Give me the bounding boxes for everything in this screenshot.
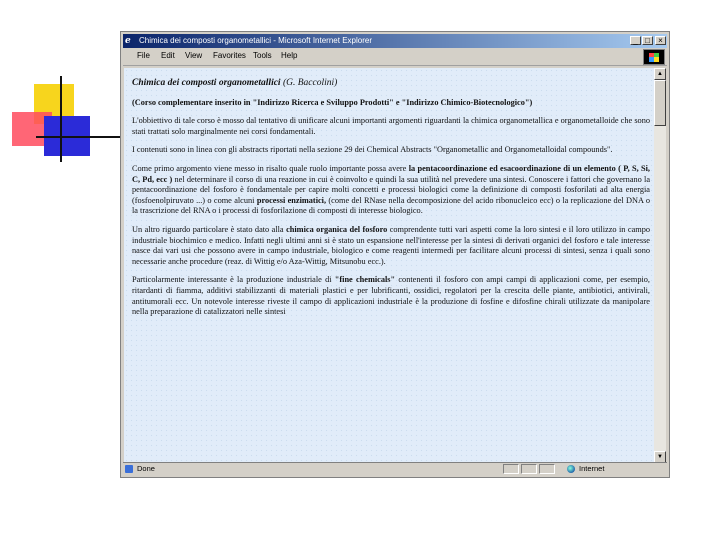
paragraph-4 <box>132 225 650 267</box>
p5-text-b: contenenti il fosforo con ampi campi di applicazioni come, per esempio, ritardanti di fiamma, additivi stabilizzanti di materiali plastici e per lubrificanti, ossidici, regolatori per la crescita delle piante, antibiotici, antivirali, antitumorali ecc. Un notevole interesse riveste il campo di applicazioni industriale è la produzione di fosfine e difosfine chirali utilizzate da manipolare nella preparazione di catalizzatori nelle sintesi <box>132 275 650 317</box>
slide-decoration <box>0 0 130 170</box>
p4-bold: chimica organica del fosforo <box>286 224 388 234</box>
scroll-up-arrow-icon[interactable]: ▲ <box>654 68 666 80</box>
p5-text-a: Particolarmente interessante è la produzione industriale di <box>132 275 332 285</box>
windows-logo-icon <box>643 49 665 65</box>
p5-bold: "fine chemicals" <box>334 275 396 285</box>
document-body <box>132 78 650 326</box>
page-heading <box>132 78 650 89</box>
decoration-vertical-line <box>60 76 62 162</box>
window-title: Chimica dei composti organometallici - Microsoft Internet Explorer <box>139 36 372 45</box>
menu-file[interactable]: File <box>137 51 150 60</box>
p3-text-c: (come del RNase nella decomposizione del acido ribonucleico ecc) o la replicazione del DNA o la trascrizione del RNA o i processi di fosforilazione di composti di interesse biologico. <box>132 195 651 216</box>
scrollbar-thumb[interactable] <box>654 80 666 126</box>
vertical-scrollbar[interactable] <box>654 68 666 463</box>
paragraph-5 <box>132 275 650 317</box>
status-text: Done <box>137 464 155 473</box>
paragraph-1: L'obbiettivo di tale corso è mosso dal tentativo di unificare alcuni importanti argomenti riguardanti la chimica organometallica e organometalloide che sono stati trattati solo marginalmente nei corsi fondamentali. <box>132 116 650 136</box>
p3-bold-a: la pentacoordinazione ed esacoordinazione di un elemento ( P, S, Si, C, Pd, ecc ) <box>132 163 650 184</box>
decoration-horizontal-line <box>36 136 122 138</box>
maximize-button[interactable]: □ <box>642 36 653 45</box>
heading-author: (G. Baccolini) <box>282 78 338 88</box>
minimize-button[interactable]: _ <box>630 36 641 45</box>
p3-text-b: nel determinare il corso di una reazione in cui è coinvolto e quindi la sua utilità nel prevedere una sintesi. Conoscere i fattori che governano la pentacoordinazione del fosforo è fondamentale per capire molti concetti e processi biologici come la definizione di composti fosforilati ad alta energia (fosfoenolpiruvato ...) o come alcuni <box>132 174 651 205</box>
page-done-icon <box>125 465 133 473</box>
browser-window <box>120 31 670 478</box>
internet-explorer-icon: e <box>125 36 131 46</box>
paragraph-2: I contenuti sono in linea con gli abstracts riportati nella sezione 29 dei Chemical Abstracts "Organometallic and Organometalloidal compounds". <box>132 145 613 155</box>
menu-help[interactable]: Help <box>281 51 298 60</box>
status-cell <box>539 464 555 474</box>
security-zone-label: Internet <box>579 464 605 473</box>
menu-favorites[interactable]: Favorites <box>213 51 246 60</box>
p3-bold-b: processi enzimatici, <box>256 195 327 205</box>
menu-view[interactable]: View <box>185 51 203 60</box>
status-bar <box>123 462 667 475</box>
menu-tools[interactable]: Tools <box>253 51 272 60</box>
scroll-down-arrow-icon[interactable]: ▼ <box>654 451 666 463</box>
close-button[interactable]: × <box>655 36 666 45</box>
page-content[interactable] <box>124 68 654 463</box>
p4-text-a: Un altro riguardo particolare è stato dato alla <box>132 224 284 234</box>
p4-text-b: comprendente tutti vari aspetti come la loro sintesi e il loro utilizzo in campo industriale biochimico e medico. Infatti negli ultimi anni si è stato un espansione nell'interesse per la sintesi di derivati organici del fosforo e tale interesse nasce dai vari usi che possono avere in campo industriale, biologico e come reagenti intermedi per facilitare alcuni processi di sintesi, senza i quali sono necessarie anche procedure (reaz. di Wittig e/o Aza-Wittig, Mitsunobu ecc.). <box>132 224 650 266</box>
internet-zone-icon <box>567 465 575 473</box>
p3-text-a: Come primo argomento viene messo in risalto quale ruolo importante possa avere <box>132 163 407 173</box>
status-cell <box>521 464 537 474</box>
subtitle: (Corso complementare inserito in "Indirizzo Ricerca e Sviluppo Prodotti" e "Indirizzo Chimico-Biotecnologico") <box>132 97 533 107</box>
menu-bar <box>123 49 667 66</box>
title-bar[interactable] <box>123 34 667 48</box>
status-cell <box>503 464 519 474</box>
menu-edit[interactable]: Edit <box>161 51 175 60</box>
paragraph-3 <box>132 164 650 217</box>
heading-title: Chimica dei composti organometallici <box>132 78 281 88</box>
